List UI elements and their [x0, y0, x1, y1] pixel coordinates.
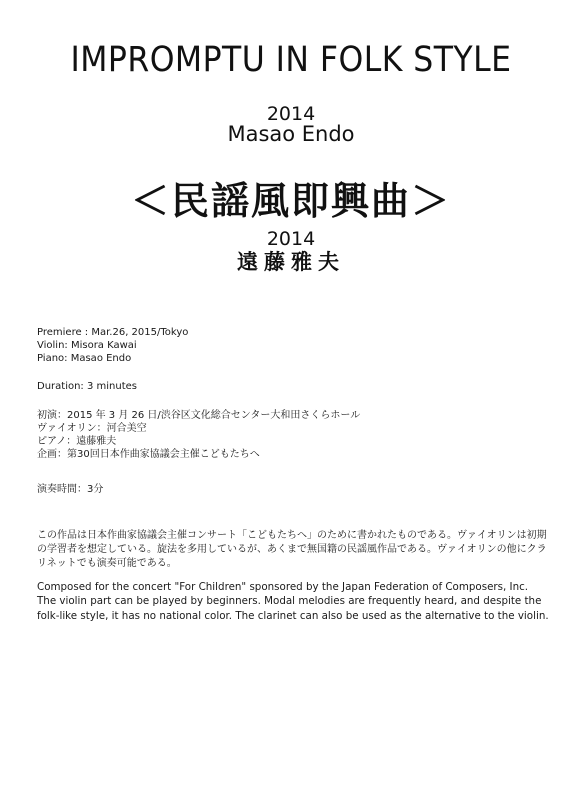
title-japanese: ＜民謡風即興曲＞	[130, 179, 451, 223]
premiere-line-jp: 初演：2015 年 3 月 26 日/渋谷区文化総合センター大和田さくらホール	[37, 410, 361, 421]
page-title: IMPROMPTU IN FOLK STYLE	[70, 40, 512, 80]
premiere-line: Premiere : Mar.26, 2015/Tokyo	[37, 327, 189, 338]
piano-line-jp: ピアノ：遠藤雅夫	[37, 436, 117, 447]
performance-info-en	[37, 326, 188, 365]
composer-name-jp: 遠藤雅夫	[237, 250, 345, 274]
piano-line: Piano: Masao Endo	[37, 353, 132, 364]
duration-line: Duration: 3 minutes	[37, 381, 137, 392]
plan-line-jp: 企画：第30回日本作曲家協議会主催こどもたちへ	[37, 449, 260, 460]
duration-info-jp	[37, 483, 103, 496]
composition-year: 2014	[266, 103, 316, 125]
program-note-jp: この作品は日本作曲家協議会主催コンサート「こどもたちへ」のために書かれたものである。ヴァイオリンは初期の学習者を想定している。旋法を多用しているが、あくまで無国籍の民謡風作品である。ヴァイオリンの他にクラリネットでも演奏可能である。	[37, 530, 547, 569]
program-note-en: Composed for the concert "For Children" sponsored by the Japan Federation of Composers, Inc. The violin part can be played by beginners. Modal melodies are frequently heard, and despite the folk-like style, it has no national color. The clarinet can also be used as the alternative to the violin.	[37, 581, 549, 622]
performance-info-jp	[37, 409, 360, 461]
violin-line: Violin: Misora Kawai	[37, 340, 137, 351]
composer-name-en: Masao Endo	[227, 122, 355, 146]
composition-year-jp: 2014	[266, 228, 316, 250]
duration-info-en	[37, 380, 137, 393]
violin-line-jp: ヴァイオリン：河合美空	[37, 423, 147, 434]
duration-line-jp: 演奏時間：3分	[37, 484, 104, 495]
